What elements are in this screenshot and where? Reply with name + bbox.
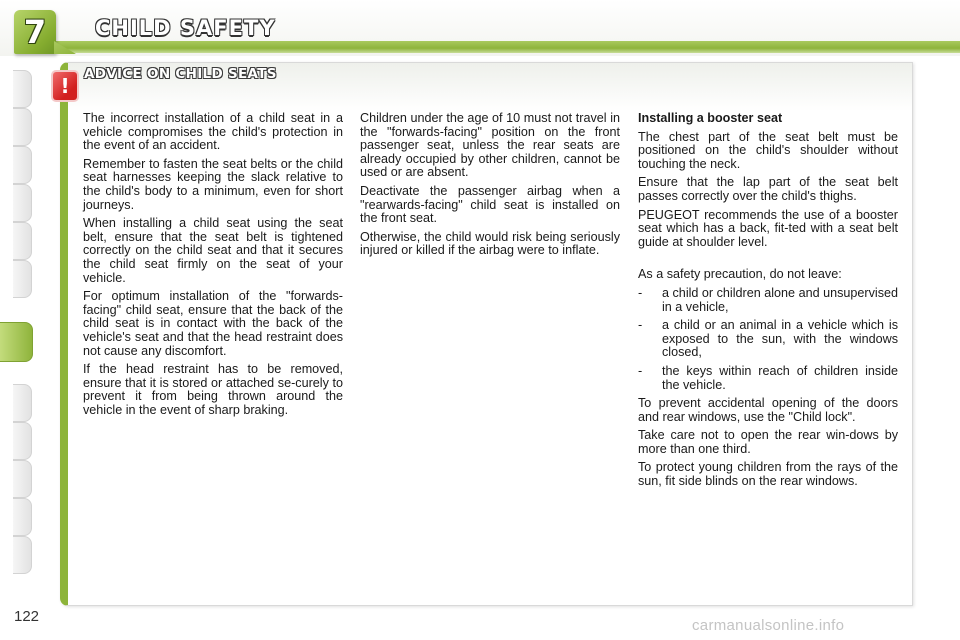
paragraph: As a safety precaution, do not leave: [638, 267, 842, 282]
site-watermark: carmanualsonline.info [692, 617, 845, 634]
list-item-text: a child or an animal in a vehicle which is exposed to the sun, with the windows closed, [662, 318, 898, 360]
paragraph: Ensure that the lap part of the seat belt passes correctly over the child's thighs. [638, 175, 898, 203]
paragraph: The incorrect installation of a child seat in a vehicle compromises the child's protection in the event of an accident. [83, 111, 343, 153]
paragraph: Otherwise, the child would risk being seriously injured or killed if the airbag were to inflate. [360, 229, 620, 258]
paragraph: Children under the age of 10 must not travel in the "forwards-facing" position on the front passenger seat, unless the rear seats are already occupied by other children, cannot be used or are absent. [360, 111, 620, 180]
side-tab-3[interactable] [13, 146, 32, 184]
page-number: 122 [14, 608, 40, 625]
side-tab-6[interactable] [13, 260, 32, 298]
list-item [638, 365, 898, 392]
warning-icon: ! [53, 72, 77, 100]
subsection-heading: Installing a booster seat [638, 111, 783, 125]
text-column-1 [83, 112, 343, 422]
side-tab-1[interactable] [13, 70, 32, 108]
side-tab-4[interactable] [13, 184, 32, 222]
text-column-2 [360, 112, 620, 263]
text-column-3 [638, 112, 898, 494]
paragraph: When installing a child seat using the seat belt, ensure that the seat belt is tightened correctly on the child seat and that it secures the child seat firmly on the seat of your vehicle. [83, 216, 343, 285]
side-tab-9[interactable] [13, 422, 32, 460]
chapter-number: 7 [23, 13, 47, 51]
header-rule [52, 41, 960, 53]
paragraph: For optimum installation of the "forwards-facing" child seat, ensure that the back of the child seat is in contact with the back of the vehicle's seat and that the head restraint does not cause any discomfort. [83, 289, 343, 358]
side-tab-10[interactable] [13, 460, 32, 498]
list-item-text: the keys within reach of children inside the vehicle. [662, 363, 898, 392]
precaution-list [638, 287, 898, 392]
side-tab-5[interactable] [13, 222, 32, 260]
list-item [638, 287, 898, 314]
chapter-tab [14, 10, 56, 54]
side-tab-8[interactable] [13, 384, 32, 422]
list-item-text: a child or children alone and unsupervised in a vehicle, [662, 285, 898, 314]
side-tab-7-active[interactable] [0, 322, 33, 362]
paragraph: If the head restraint has to be removed, ensure that it is stored or attached se-curely to prevent it from being thrown around the vehicle in the event of sharp braking. [83, 362, 343, 417]
side-tab-12[interactable] [13, 536, 32, 574]
spacer [638, 254, 898, 268]
chapter-title: CHILD SAFETY [95, 16, 276, 40]
list-dash: - [638, 285, 643, 300]
list-dash: - [638, 318, 643, 333]
side-tab-2[interactable] [13, 108, 32, 146]
paragraph: To protect young children from the rays of the sun, fit side blinds on the rear windows. [638, 460, 898, 489]
list-item [638, 319, 898, 360]
paragraph: Deactivate the passenger airbag when a "rearwards-facing" child seat is installed on the front seat. [360, 183, 620, 226]
paragraph: Remember to fasten the seat belts or the child seat harnesses keeping the slack relative to the child's body to a minimum, even for short journeys. [83, 156, 343, 212]
paragraph: To prevent accidental opening of the doors and rear windows, use the "Child lock". [638, 396, 898, 424]
list-dash: - [638, 363, 643, 378]
paragraph: The chest part of the seat belt must be positioned on the child's shoulder without touching the neck. [638, 129, 898, 171]
side-tab-11[interactable] [13, 498, 32, 536]
paragraph: PEUGEOT recommends the use of a booster seat which has a back, fit-ted with a seat belt guide at shoulder level. [638, 207, 898, 249]
section-title: ADVICE ON CHILD SEATS [84, 66, 277, 82]
paragraph: Take care not to open the rear win-dows by more than one third. [638, 428, 898, 456]
